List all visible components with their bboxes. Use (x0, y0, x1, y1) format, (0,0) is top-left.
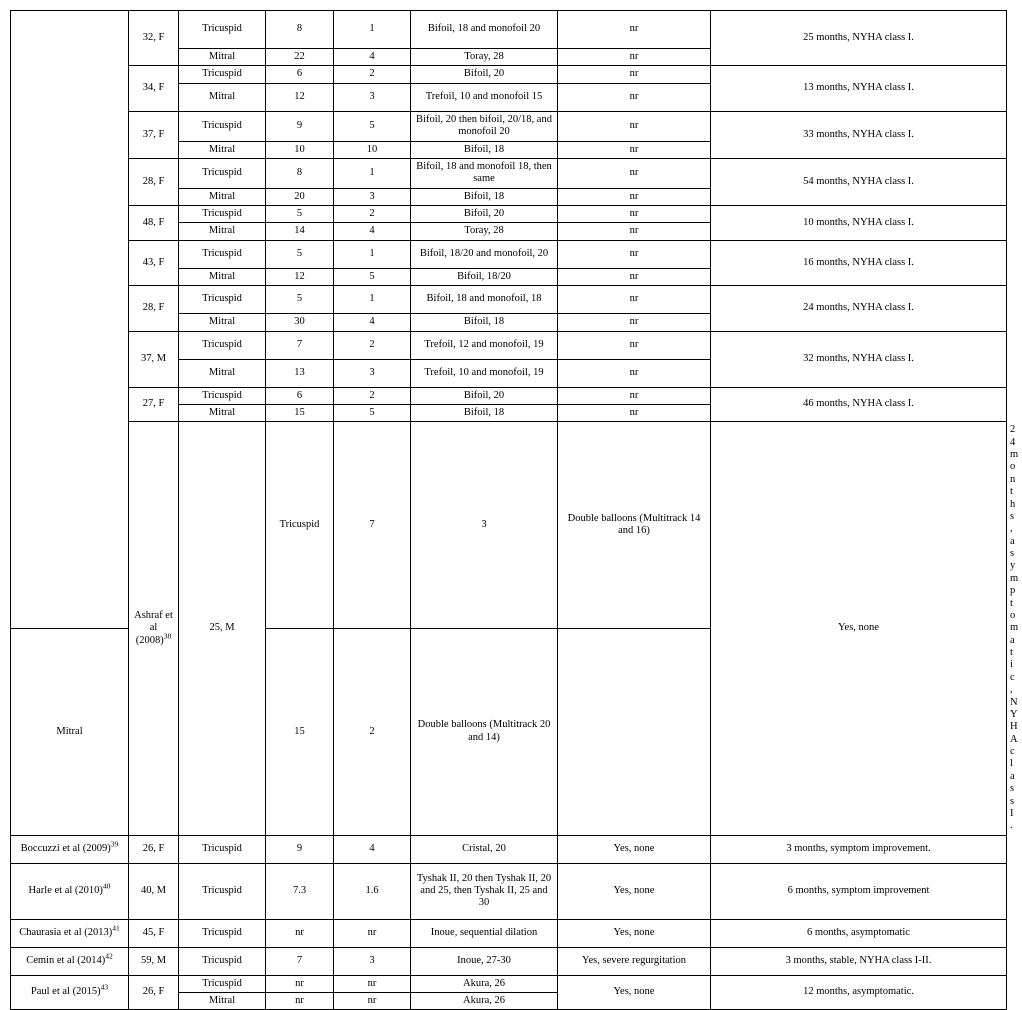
gradient-after-cell: 4 (334, 835, 411, 863)
gradient-after-cell: 3 (334, 947, 411, 975)
repeat-procedure-cell: nr (558, 404, 711, 421)
author-name: Cemin et al (2014) (26, 954, 106, 966)
reference-superscript: 41 (112, 923, 120, 933)
repeat-procedure-cell: Yes, none (558, 975, 711, 1010)
gradient-after-cell: 3 (334, 359, 411, 387)
balloon-cell: Bifoil, 18 and monofoil, 18 (411, 286, 558, 314)
balloon-cell: Toray, 28 (411, 223, 558, 240)
table-row (11, 919, 1007, 947)
gradient-after-cell: 4 (334, 223, 411, 240)
gradient-before-cell: 14 (266, 223, 334, 240)
age-sex-cell: 59, M (129, 947, 179, 975)
gradient-before-cell: 5 (266, 206, 334, 223)
valve-cell: Tricuspid (179, 387, 266, 404)
gradient-after-cell: 2 (334, 331, 411, 359)
repeat-procedure-cell: nr (558, 359, 711, 387)
repeat-procedure-cell: nr (558, 314, 711, 331)
balloon-cell: Akura, 26 (411, 993, 558, 1010)
balloon-cell: Bifoil, 18/20 (411, 268, 558, 285)
repeat-procedure-cell: nr (558, 268, 711, 285)
age-sex-cell: 26, F (129, 975, 179, 1010)
gradient-after-cell: 1 (334, 158, 411, 188)
repeat-procedure-cell: nr (558, 111, 711, 141)
table-row (11, 206, 1007, 223)
study-cell-author (11, 863, 129, 919)
gradient-before-cell: 5 (266, 240, 334, 268)
gradient-after-cell: 4 (334, 314, 411, 331)
age-sex-cell: 27, F (129, 387, 179, 422)
gradient-before-cell: 6 (266, 387, 334, 404)
repeat-procedure-cell: nr (558, 286, 711, 314)
valve-cell: Tricuspid (179, 11, 266, 49)
valve-cell: Tricuspid (179, 286, 266, 314)
age-sex-cell: 34, F (129, 66, 179, 111)
gradient-before-cell: 9 (266, 111, 334, 141)
table-row (11, 158, 1007, 188)
repeat-procedure-cell: Yes, none (558, 835, 711, 863)
age-sex-cell: 45, F (129, 919, 179, 947)
repeat-procedure-cell: nr (558, 387, 711, 404)
valve-cell: Tricuspid (179, 240, 266, 268)
balloon-cell: Bifoil, 18 (411, 404, 558, 421)
valve-cell: Mitral (179, 83, 266, 111)
balloon-cell: Bifoil, 18 and monofoil 18, then same (411, 158, 558, 188)
balloon-cell: Bifoil, 20 (411, 387, 558, 404)
repeat-procedure-cell: Yes, severe regurgitation (558, 947, 711, 975)
outcome-cell: 12 months, asymptomatic. (711, 975, 1007, 1010)
gradient-before-cell: 20 (266, 188, 334, 205)
repeat-procedure-cell: nr (558, 66, 711, 83)
gradient-before-cell: 12 (266, 83, 334, 111)
valve-cell: Tricuspid (179, 975, 266, 992)
balloon-cell: Toray, 28 (411, 49, 558, 66)
balloon-cell: Inoue, sequential dilation (411, 919, 558, 947)
table-row (11, 835, 1007, 863)
age-sex-cell: 28, F (129, 286, 179, 331)
gradient-before-cell: 5 (266, 286, 334, 314)
study-table-container (10, 10, 1019, 1010)
repeat-procedure-cell: nr (558, 49, 711, 66)
valve-cell: Mitral (179, 993, 266, 1010)
age-sex-cell: 37, F (129, 111, 179, 158)
age-sex-cell: 48, F (129, 206, 179, 241)
valve-cell: Mitral (179, 404, 266, 421)
table-row (11, 863, 1007, 919)
gradient-after-cell: 5 (334, 404, 411, 421)
gradient-before-cell: 7 (334, 422, 411, 629)
valve-cell: Tricuspid (179, 158, 266, 188)
outcome-cell: 6 months, symptom improvement (711, 863, 1007, 919)
gradient-after-cell: nr (334, 975, 411, 992)
author-name: Paul et al (2015) (30, 986, 101, 998)
outcome-cell: 54 months, NYHA class I. (711, 158, 1007, 205)
outcome-cell: 3 months, stable, NYHA class I-II. (711, 947, 1007, 975)
valve-cell: Mitral (11, 628, 129, 835)
balloon-cell: Bifoil, 20 (411, 206, 558, 223)
age-sex-cell: 32, F (129, 11, 179, 66)
repeat-procedure-cell: nr (558, 158, 711, 188)
reference-superscript: 43 (100, 982, 109, 992)
study-cell-author (129, 422, 179, 835)
gradient-before-cell: 13 (266, 359, 334, 387)
balloon-cell: Trefoil, 10 and monofoil 15 (411, 83, 558, 111)
outcome-cell: 25 months, NYHA class I. (711, 11, 1007, 66)
gradient-after-cell: 5 (334, 268, 411, 285)
gradient-before-cell: 15 (266, 628, 334, 835)
repeat-procedure-cell: nr (558, 83, 711, 111)
repeat-procedure-cell: nr (558, 11, 711, 49)
gradient-before-cell: nr (266, 975, 334, 992)
gradient-before-cell: nr (266, 919, 334, 947)
table-row (11, 286, 1007, 314)
valve-cell: Tricuspid (179, 331, 266, 359)
table-row: Ashraf et al $(2008)^{38}$ 25, M Tricuspid 7 3 Double balloons (Multitrack 14 and 16) Yes, none 24 months, asymptomatic, NYHA class I. (11, 422, 1007, 629)
gradient-before-cell: 12 (266, 268, 334, 285)
repeat-procedure-cell: nr (558, 223, 711, 240)
balloon-cell: Trefoil, 12 and monofoil, 19 (411, 331, 558, 359)
gradient-before-cell: 22 (266, 49, 334, 66)
valve-cell: Tricuspid (179, 863, 266, 919)
gradient-after-cell: 4 (334, 49, 411, 66)
valve-cell: Mitral (179, 141, 266, 158)
gradient-before-cell: 8 (266, 11, 334, 49)
study-table (10, 10, 1019, 1010)
table-row (11, 947, 1007, 975)
table-row (11, 387, 1007, 404)
repeat-procedure-cell: nr (558, 141, 711, 158)
table-row (11, 975, 1007, 992)
gradient-after-cell: 1.6 (334, 863, 411, 919)
reference-superscript: 38 (163, 631, 172, 641)
study-cell-author (11, 975, 129, 1010)
gradient-after-cell: 3 (334, 83, 411, 111)
gradient-after-cell: 2 (334, 628, 411, 835)
balloon-cell: Double balloons (Multitrack 20 and 14) (411, 628, 558, 835)
balloon-cell: Trefoil, 10 and monofoil, 19 (411, 359, 558, 387)
outcome-cell: 32 months, NYHA class I. (711, 331, 1007, 387)
gradient-after-cell: 10 (334, 141, 411, 158)
gradient-before-cell: 9 (266, 835, 334, 863)
valve-cell: Mitral (179, 359, 266, 387)
reference-superscript: 42 (105, 951, 113, 961)
study-cell-author (11, 947, 129, 975)
balloon-cell: Bifoil, 20 then bifoil, 20/18, and monofoil 20 (411, 111, 558, 141)
study-table-body (11, 11, 1019, 1010)
gradient-before-cell: 8 (266, 158, 334, 188)
gradient-before-cell: nr (266, 993, 334, 1010)
balloon-cell: Inoue, 27-30 (411, 947, 558, 975)
table-row (11, 331, 1007, 359)
balloon-cell: Tyshak II, 20 then Tyshak II, 20 and 25, then Tyshak II, 25 and 30 (411, 863, 558, 919)
gradient-after-cell: 1 (334, 11, 411, 49)
gradient-before-cell: 7 (266, 331, 334, 359)
valve-cell: Mitral (179, 223, 266, 240)
outcome-cell: 24 months, NYHA class I. (711, 286, 1007, 331)
gradient-after-cell: 5 (334, 111, 411, 141)
author-name: Chaurasia et al (2013) (19, 926, 113, 938)
study-cell-author (11, 919, 129, 947)
age-sex-cell: 37, M (129, 331, 179, 387)
valve-cell: Tricuspid (179, 835, 266, 863)
age-sex-cell: 26, F (129, 835, 179, 863)
balloon-cell: Bifoil, 18 (411, 314, 558, 331)
gradient-after-cell: nr (334, 919, 411, 947)
author-name: Harle et al (2010) (28, 884, 103, 896)
table-row (11, 240, 1007, 268)
table-row (11, 111, 1007, 141)
gradient-before-cell: 10 (266, 141, 334, 158)
outcome-cell: 3 months, symptom improvement. (711, 835, 1007, 863)
balloon-cell: Bifoil, 18/20 and monofoil, 20 (411, 240, 558, 268)
gradient-after-cell: 2 (334, 206, 411, 223)
repeat-procedure-cell: Yes, none (711, 422, 1007, 835)
repeat-procedure-cell: nr (558, 331, 711, 359)
valve-cell: Tricuspid (179, 111, 266, 141)
author-name: Ashraf et al (2008) (134, 609, 173, 646)
valve-cell: Mitral (179, 188, 266, 205)
repeat-procedure-cell: Yes, none (558, 919, 711, 947)
gradient-after-cell: 1 (334, 286, 411, 314)
valve-cell: Mitral (179, 314, 266, 331)
study-cell-author (11, 835, 129, 863)
valve-cell: Tricuspid (179, 66, 266, 83)
study-cell-empty (11, 11, 129, 629)
balloon-cell: Bifoil, 20 (411, 66, 558, 83)
balloon-cell: Double balloons (Multitrack 14 and 16) (558, 422, 711, 629)
author-name: Boccuzzi et al (2009) (20, 842, 111, 854)
valve-cell: Mitral (179, 268, 266, 285)
reference-superscript: 40 (102, 881, 111, 891)
outcome-cell: 13 months, NYHA class I. (711, 66, 1007, 111)
balloon-cell: Cristal, 20 (411, 835, 558, 863)
gradient-after-cell: 2 (334, 66, 411, 83)
balloon-cell: Akura, 26 (411, 975, 558, 992)
valve-cell: Tricuspid (179, 206, 266, 223)
gradient-before-cell: 6 (266, 66, 334, 83)
gradient-after-cell: 3 (411, 422, 558, 629)
table-row (11, 66, 1007, 83)
balloon-cell: Bifoil, 18 (411, 188, 558, 205)
table-row (11, 11, 1007, 49)
repeat-procedure-cell: nr (558, 240, 711, 268)
age-sex-cell: 25, M (179, 422, 266, 835)
repeat-procedure-cell: nr (558, 206, 711, 223)
gradient-after-cell: 1 (334, 240, 411, 268)
gradient-before-cell: 15 (266, 404, 334, 421)
valve-cell: Tricuspid (179, 947, 266, 975)
gradient-after-cell: nr (334, 993, 411, 1010)
balloon-cell: Bifoil, 18 (411, 141, 558, 158)
age-sex-cell: 28, F (129, 158, 179, 205)
repeat-procedure-cell: Yes, none (558, 863, 711, 919)
outcome-cell: 6 months, asymptomatic (711, 919, 1007, 947)
valve-cell: Tricuspid (266, 422, 334, 629)
gradient-before-cell: 30 (266, 314, 334, 331)
outcome-cell: 10 months, NYHA class I. (711, 206, 1007, 241)
outcome-cell: 33 months, NYHA class I. (711, 111, 1007, 158)
gradient-before-cell: 7.3 (266, 863, 334, 919)
gradient-before-cell: 7 (266, 947, 334, 975)
gradient-after-cell: 3 (334, 188, 411, 205)
outcome-cell: 16 months, NYHA class I. (711, 240, 1007, 285)
reference-superscript: 39 (110, 839, 119, 849)
valve-cell: Tricuspid (179, 919, 266, 947)
balloon-cell: Bifoil, 18 and monofoil 20 (411, 11, 558, 49)
repeat-procedure-cell: nr (558, 188, 711, 205)
valve-cell: Mitral (179, 49, 266, 66)
gradient-after-cell: 2 (334, 387, 411, 404)
outcome-cell: 46 months, NYHA class I. (711, 387, 1007, 422)
age-sex-cell: 43, F (129, 240, 179, 285)
age-sex-cell: 40, M (129, 863, 179, 919)
